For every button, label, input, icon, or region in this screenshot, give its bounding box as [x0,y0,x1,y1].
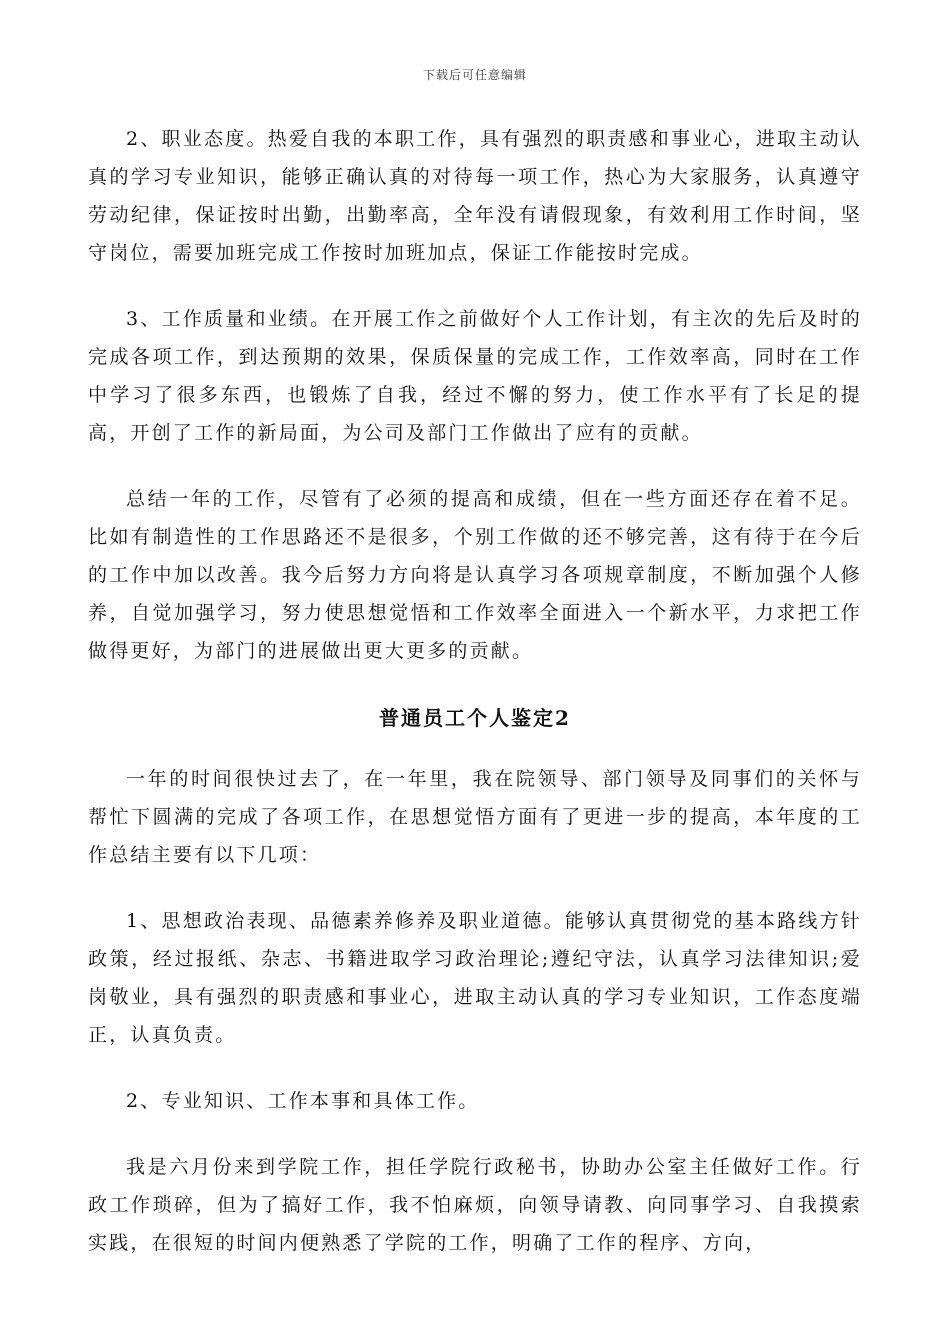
paragraph-political-performance: 1、思想政治表现、品德素养修养及职业道德。能够认真贯彻党的基本路线方针政策，经过报纸、杂志、书籍进取学习政治理论;遵纪守法，认真学习法律知识;爱岗敬业，具有强烈的职责感和事业心，进取主动认真的学习专业知识，工作态度端正，认真负责。 [88,910,862,1046]
document-body [88,120,862,1290]
paragraph-year-summary: 总结一年的工作，尽管有了必须的提高和成绩，但在一些方面还存在着不足。比如有制造性的工作思路还不是很多，个别工作做的还不够完善，这有待于在今后的工作中加以改善。我今后努力方向将是认真学习各项规章制度，不断加强个人修养，自觉加强学习，努力使思想觉悟和工作效率全面进入一个新水平，力求把工作做得更好，为部门的进展做出更大更多的贡献。 [88,488,862,662]
paragraph-professional-knowledge: 2、专业知识、工作本事和具体工作。 [126,1090,480,1112]
header-note: 下载后可任意编辑 [422,68,527,82]
paragraph-work-attitude: 2、职业态度。热爱自我的本职工作，具有强烈的职责感和事业心，进取主动认真的学习专业知识，能够正确认真的对待每一项工作，热心为大家服务，认真遵守劳动纪律，保证按时出勤，出勤率高，全年没有请假现象，有效利用工作时间，坚守岗位，需要加班完成工作按时加班加点，保证工作能按时完成。 [88,128,862,264]
section-title: 普通员工个人鉴定2 [379,706,571,730]
paragraph-june-arrival: 我是六月份来到学院工作，担任学院行政秘书，协助办公室主任做好工作。行政工作琐碎，但为了搞好工作，我不怕麻烦，向领导请教、向同事学习、自我摸索实践，在很短的时间内便熟悉了学院的工作，明确了工作的程序、方向， [88,1156,862,1254]
paragraph-work-quality: 3、工作质量和业绩。在开展工作之前做好个人工作计划，有主次的先后及时的完成各项工作，到达预期的效果，保质保量的完成工作，工作效率高，同时在工作中学习了很多东西，也锻炼了自我，经过不懈的努力，使工作水平有了长足的提高，开创了工作的新局面，为公司及部门工作做出了应有的贡献。 [88,308,862,444]
paragraph-intro: 一年的时间很快过去了，在一年里，我在院领导、部门领导及同事们的关怀与帮忙下圆满的完成了各项工作，在思想觉悟方面有了更进一步的提高，本年度的工作总结主要有以下几项： [88,768,862,866]
